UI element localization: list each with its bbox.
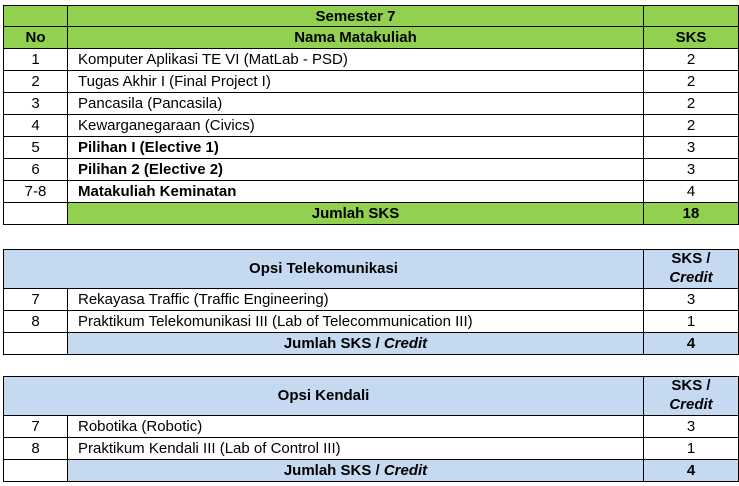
total-empty-cell bbox=[4, 332, 68, 354]
kendali-sks-header bbox=[644, 377, 739, 416]
row-no: 8 bbox=[4, 310, 68, 332]
row-sks: 3 bbox=[644, 288, 739, 310]
row-name: Pilihan I (Elective 1) bbox=[68, 137, 644, 159]
total-empty-cell bbox=[4, 203, 68, 225]
credit-header-label: Credit bbox=[669, 395, 713, 413]
table-row bbox=[4, 115, 739, 137]
total-label-text: Jumlah SKS / bbox=[283, 334, 384, 352]
row-name: Kewarganegaraan (Civics) bbox=[68, 115, 644, 137]
row-no: 7 bbox=[4, 288, 68, 310]
header-name: Nama Matakuliah bbox=[68, 27, 644, 49]
semester-title: Semester 7 bbox=[68, 6, 644, 27]
row-no: 4 bbox=[4, 115, 68, 137]
total-value: 4 bbox=[644, 459, 739, 481]
table-row bbox=[4, 288, 739, 310]
header-sks: SKS bbox=[644, 27, 739, 49]
total-empty-cell bbox=[4, 459, 68, 481]
total-label-text: Jumlah SKS / bbox=[283, 461, 384, 479]
table-row bbox=[4, 181, 739, 203]
row-sks: 3 bbox=[644, 415, 739, 437]
row-sks: 3 bbox=[644, 137, 739, 159]
opsi-telekomunikasi-table bbox=[3, 249, 739, 355]
total-label bbox=[68, 332, 644, 354]
header-no: No bbox=[4, 27, 68, 49]
row-name: Pancasila (Pancasila) bbox=[68, 93, 644, 115]
total-label bbox=[68, 459, 644, 481]
table-row bbox=[4, 71, 739, 93]
semester-total-row bbox=[4, 203, 739, 225]
row-sks: 2 bbox=[644, 93, 739, 115]
total-label: Jumlah SKS bbox=[68, 203, 644, 225]
row-no: 1 bbox=[4, 49, 68, 71]
sks-header-label: SKS / bbox=[671, 377, 711, 394]
row-no: 3 bbox=[4, 93, 68, 115]
table-row bbox=[4, 310, 739, 332]
row-no: 7 bbox=[4, 415, 68, 437]
row-name: Praktikum Telekomunikasi III (Lab of Telecommunication III) bbox=[68, 310, 644, 332]
row-sks: 2 bbox=[644, 49, 739, 71]
total-label-credit: Credit bbox=[383, 461, 428, 479]
semester-title-row bbox=[4, 6, 739, 27]
row-sks: 4 bbox=[644, 181, 739, 203]
row-name: Matakuliah Keminatan bbox=[68, 181, 644, 203]
row-name: Rekayasa Traffic (Traffic Engineering) bbox=[68, 288, 644, 310]
row-sks: 1 bbox=[644, 310, 739, 332]
semester-7-table bbox=[3, 5, 739, 225]
kendali-header-row bbox=[4, 377, 739, 416]
total-value: 4 bbox=[644, 332, 739, 354]
table-row bbox=[4, 49, 739, 71]
table-row bbox=[4, 415, 739, 437]
telekom-sks-header bbox=[644, 250, 739, 289]
telekom-header-row bbox=[4, 250, 739, 289]
semester-header-row bbox=[4, 27, 739, 49]
sks-header-label: SKS / bbox=[671, 250, 711, 267]
table-row bbox=[4, 437, 739, 459]
row-name: Pilihan 2 (Elective 2) bbox=[68, 159, 644, 181]
telekom-title: Opsi Telekomunikasi bbox=[4, 250, 644, 289]
row-sks: 2 bbox=[644, 71, 739, 93]
opsi-kendali-table bbox=[3, 376, 739, 482]
row-name: Praktikum Kendali III (Lab of Control III) bbox=[68, 437, 644, 459]
row-no: 5 bbox=[4, 137, 68, 159]
row-name: Robotika (Robotic) bbox=[68, 415, 644, 437]
table-row bbox=[4, 159, 739, 181]
row-no: 2 bbox=[4, 71, 68, 93]
telekom-total-row bbox=[4, 332, 739, 354]
total-value: 18 bbox=[644, 203, 739, 225]
row-name: Tugas Akhir I (Final Project I) bbox=[68, 71, 644, 93]
total-label-credit: Credit bbox=[383, 334, 428, 352]
row-no: 8 bbox=[4, 437, 68, 459]
kendali-title: Opsi Kendali bbox=[4, 377, 644, 416]
row-sks: 3 bbox=[644, 159, 739, 181]
table-row bbox=[4, 93, 739, 115]
row-no: 7-8 bbox=[4, 181, 68, 203]
credit-header-label: Credit bbox=[669, 268, 713, 286]
row-sks: 2 bbox=[644, 115, 739, 137]
row-sks: 1 bbox=[644, 437, 739, 459]
kendali-total-row bbox=[4, 459, 739, 481]
row-no: 6 bbox=[4, 159, 68, 181]
table-row bbox=[4, 137, 739, 159]
row-name: Komputer Aplikasi TE VI (MatLab - PSD) bbox=[68, 49, 644, 71]
